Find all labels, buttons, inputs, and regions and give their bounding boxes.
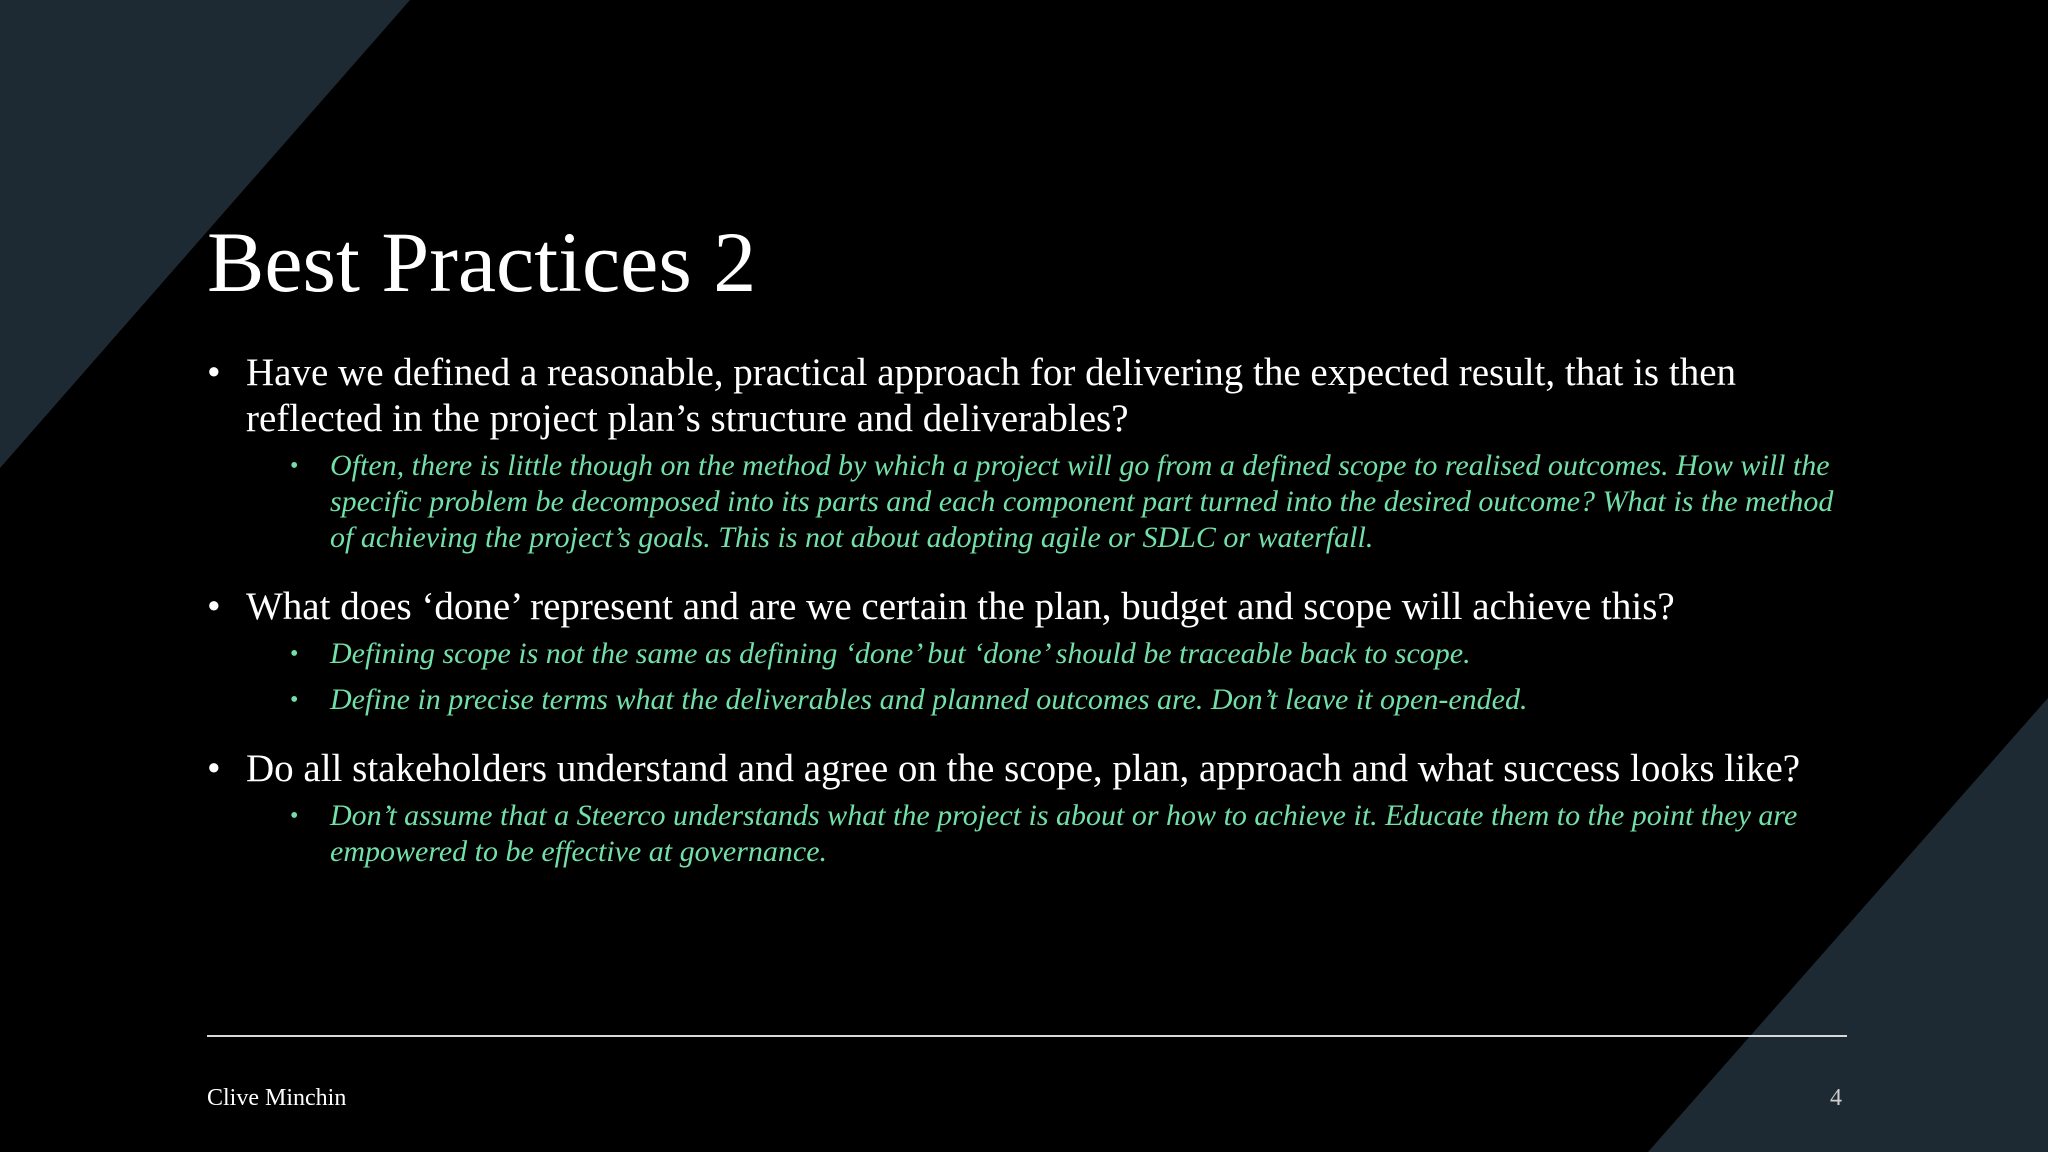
footer-author: Clive Minchin xyxy=(207,1085,347,1111)
bullet-group-3 xyxy=(207,746,1847,870)
bullet-item: • Have we defined a reasonable, practical approach for delivering the expected result, that is then reflected in the project plan’s structure and deliverables? xyxy=(207,350,1847,442)
bullet-item: • What does ‘done’ represent and are we certain the plan, budget and scope will achieve this? xyxy=(207,584,1847,630)
slide-title: Best Practices 2 xyxy=(207,214,757,310)
footer-divider xyxy=(207,1035,1847,1037)
sub-bullet-item: • Define in precise terms what the deliverables and planned outcomes are. Don’t leave it open-ended. xyxy=(207,682,1847,718)
sub-bullet-item: • Don’t assume that a Steerco understands what the project is about or how to achieve it. Educate them to the point they are empowered to be effective at governance. xyxy=(207,798,1847,870)
sub-bullet-item: • Defining scope is not the same as defining ‘done’ but ‘done’ should be traceable back to scope. xyxy=(207,636,1847,672)
sub-bullet-list xyxy=(207,636,1847,718)
bullet-group-2 xyxy=(207,584,1847,718)
sub-bullet-list xyxy=(207,798,1847,870)
bullet-group-1 xyxy=(207,350,1847,556)
sub-bullet-list xyxy=(207,448,1847,556)
page-number: 4 xyxy=(1830,1085,1842,1111)
bullet-item: • Do all stakeholders understand and agree on the scope, plan, approach and what success looks like? xyxy=(207,746,1847,792)
bullet-list xyxy=(207,350,1847,880)
sub-bullet-item: • Often, there is little though on the method by which a project will go from a defined scope to realised outcomes. How will the specific problem be decomposed into its parts and each component part turned into the desired outcome? What is the method of achieving the project’s goals. This is not about adopting agile or SDLC or waterfall. xyxy=(207,448,1847,556)
